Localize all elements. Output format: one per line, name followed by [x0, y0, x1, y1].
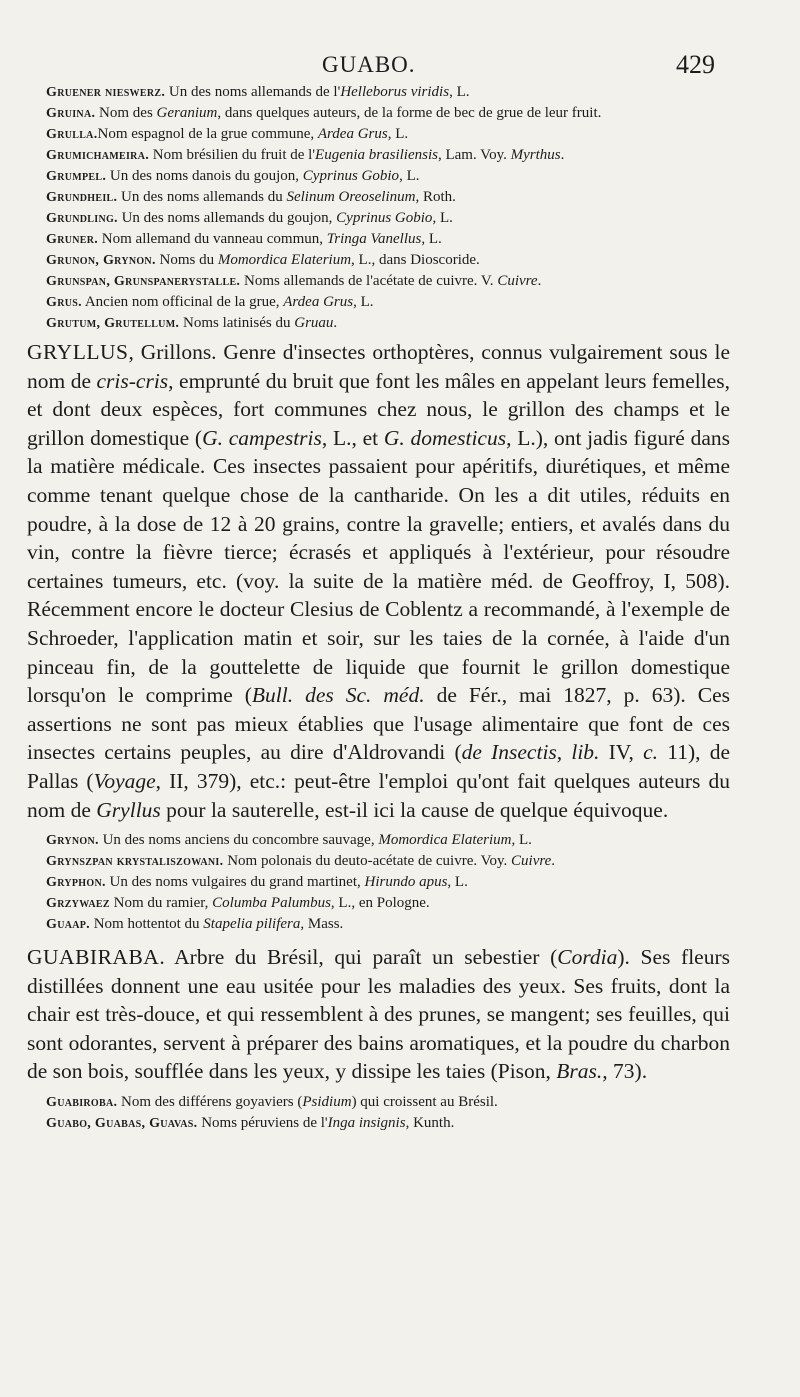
entry-italic: Voyage: [93, 768, 156, 793]
entry-headword: Grzywaez: [46, 896, 110, 912]
short-entry: [0, 103, 800, 124]
running-head: [0, 52, 800, 84]
dictionary-column: [0, 82, 800, 1134]
entry-text: , L.: [449, 84, 470, 100]
entry-text: Un des noms anciens du concombre sauvage,: [98, 832, 379, 849]
entry-italic: Eugenia brasiliensis: [315, 147, 438, 163]
entry-headword: Grynon.: [46, 833, 99, 849]
short-entry: [0, 893, 800, 914]
entry-italic: Momordica Elaterium: [378, 832, 512, 849]
short-entry: [0, 271, 800, 292]
entry-italic: Stapelia pilifera: [203, 916, 301, 933]
entry-italic: Hirundo apus: [364, 874, 448, 891]
entry-italic: Psidium: [302, 1094, 352, 1111]
short-entry: [0, 292, 800, 313]
entry-headword: GRYLLUS: [27, 340, 129, 364]
entry-text: Nom allemand du vanneau commun,: [98, 231, 327, 247]
entry-italic: Momordica Elaterium: [217, 252, 352, 268]
entry-text: Nom brésilien du fruit de l': [149, 147, 316, 163]
short-entry: [0, 145, 800, 166]
short-entry: [0, 208, 800, 229]
entry-headword: Grynszpan krystaliszowani.: [46, 854, 224, 870]
short-entry: [0, 1113, 800, 1134]
short-entry: [0, 187, 800, 208]
entry-headword: Grulla.: [46, 127, 98, 142]
entry-text: , L.: [432, 210, 453, 226]
entry-headword: Guabo, Guabas, Guavas.: [46, 1116, 198, 1132]
page-number: 429: [676, 50, 715, 79]
entry-headword: Grumpel.: [46, 169, 107, 184]
entry-text: , Mass.: [300, 916, 344, 933]
entry-italic: Selinum Oreoselinum: [286, 189, 416, 205]
entry-text: Un des noms allemands de l': [165, 84, 341, 100]
entry-text: , emprunté du bruit que font les mâles en appelant leurs femelles, et dont deux espèces, fort communes chez nous, le grillon des champs et le grillon domestique (: [27, 368, 730, 450]
entry-text: Un des noms allemands du: [117, 189, 287, 205]
entry-text: , II, 379), etc.: peut-être l'emploi qu'ont fait quelques auteurs du nom de: [27, 768, 730, 822]
entry-text: , L., en Pologne.: [330, 895, 430, 912]
entry-text: .: [551, 853, 556, 870]
entry-text: , L., dans Dioscoride.: [351, 252, 480, 268]
entry-text: Un des noms allemands du goujon,: [117, 210, 337, 226]
entry-italic: Gryllus: [96, 797, 161, 822]
entry-text: pour la sauterelle, est-il ici la cause de quelque équivoque.: [160, 797, 669, 822]
short-entries-top: [0, 82, 800, 334]
entry-text: , Kunth.: [405, 1115, 455, 1132]
entry-italic: Cyprinus Gobio: [336, 210, 433, 226]
entry-headword: Gruener nieswerz.: [46, 85, 166, 100]
entry-text: Un des noms vulgaires du grand martinet,: [105, 874, 365, 891]
main-entry-gryllus: [0, 338, 800, 824]
entry-text: Nom espagnol de la grue commune,: [97, 126, 318, 142]
entry-headword: GUABIRABA: [27, 945, 160, 970]
entry-italic: Bull. des Sc. méd.: [251, 683, 425, 708]
short-entries-bottom: [0, 1092, 800, 1134]
entry-italic: Cuivre: [497, 273, 538, 289]
entry-text: Un des noms danois du goujon,: [106, 168, 303, 184]
entry-italic: G. domesticus: [383, 425, 507, 450]
entry-headword: Grunspan, Grunspanerystalle.: [46, 274, 241, 289]
entry-text: ) qui croissent au Brésil.: [351, 1094, 498, 1111]
short-entry: [0, 250, 800, 271]
entry-headword: Grundling.: [46, 211, 118, 226]
entry-italic: Helleborus viridis: [340, 84, 450, 100]
entry-text: Nom hottentot du: [89, 916, 204, 933]
entry-italic: Ardea Grus: [317, 126, 388, 142]
entry-text: Noms péruviens de l': [197, 1115, 328, 1132]
entry-text: Nom polonais du deuto-acétate de cuivre. Voy.: [223, 853, 512, 870]
short-entry: [0, 82, 800, 103]
entry-text: , Lam. Voy.: [437, 147, 511, 163]
entry-italic: Bras.: [556, 1059, 603, 1084]
entry-text: , L.: [387, 126, 409, 142]
entry-text: 11), de Pallas (: [27, 740, 730, 793]
entry-text: ). Ses fleurs distillées donnent une eau usitée pour les maladies des yeux. Ses fruits, dont la chair est très-douce, et qui ressemblent à des prunes, se mangent; ses feuilles, qui sont odorantes, servent à préparer des bains aromatiques, et la poudre du charbon de son bois, soufflée dans les yeux, y dissipe les taies (Pison,: [27, 945, 730, 1084]
entry-italic: Cordia: [557, 945, 618, 970]
entry-headword: Grumichameira.: [46, 148, 150, 163]
entry-text: , Roth.: [415, 189, 456, 205]
entry-text: , L.: [421, 231, 442, 247]
entry-headword: Grundheil.: [46, 190, 118, 205]
entry-italic: Cyprinus Gobio: [302, 168, 400, 184]
entry-text: Noms allemands de l'acétate de cuivre. V.: [240, 273, 498, 289]
entry-text: Noms latinisés du: [179, 315, 295, 331]
entry-headword: Gruner.: [46, 232, 99, 247]
entry-headword: Gryphon.: [46, 875, 106, 891]
entry-italic: Columba Palumbus: [212, 895, 331, 912]
short-entries-middle: [0, 830, 800, 935]
entry-italic: Cuivre: [511, 853, 552, 870]
entry-text: Nom des différens goyaviers (: [117, 1094, 303, 1111]
entry-headword: Guabiroba.: [46, 1095, 118, 1111]
entry-text: , L.: [447, 874, 468, 891]
entry-headword: Gruina.: [46, 106, 96, 121]
short-entry: [0, 830, 800, 851]
entry-text: , L., et: [321, 425, 384, 450]
entry-italic: G. campestris: [202, 425, 322, 450]
short-entry: [0, 166, 800, 187]
entry-text: .: [537, 273, 542, 289]
short-entry: [0, 914, 800, 935]
entry-headword: Grutum, Grutellum.: [46, 316, 180, 331]
running-title: GUABO.: [322, 52, 416, 77]
entry-italic: cris-cris: [96, 368, 169, 393]
entry-text: , 73).: [602, 1059, 648, 1084]
short-entry: [0, 872, 800, 893]
main-entry-guabiraba: [0, 943, 800, 1086]
entry-text: Nom des: [95, 105, 157, 121]
entry-text: .: [560, 147, 565, 163]
entry-text: , dans quelques auteurs, de la forme de bec de grue de leur fruit.: [217, 105, 602, 121]
entry-headword: Grus.: [46, 295, 82, 310]
entry-italic: Geranium: [156, 105, 218, 121]
entry-italic: c.: [643, 740, 659, 765]
entry-text: de Fér., mai 1827, p. 63). Ces assertions ne sont pas mieux établies que l'usage alimentaire que font de ces insectes certains peuples, au dire d'Aldrovandi (: [27, 683, 730, 765]
entry-text: Noms du: [155, 252, 218, 268]
entry-italic: Myrthus: [510, 147, 561, 163]
entry-text: . Arbre du Brésil, qui paraît un sebestier (: [159, 945, 558, 970]
entry-italic: de Insectis, lib.: [461, 740, 600, 765]
entry-text: , L.), ont jadis figuré dans la matière médicale. Ces insectes passaient pour apéritifs, diurétiques, et même comme tenant quelque chose de la cantharide. On les a dit utiles, réduits en poudre, à la dose de 12 à 20 grains, contre la gravelle; entiers, et avalés dans du vin, contre la fièvre tierce; écrasés et appliqués à l'extérieur, pour résoudre certaines tumeurs, etc. (voy. la suite de la matière méd. de Geoffroy, I, 508). Récemment encore le docteur Clesius de Coblentz a recommandé, à l'exemple de Schroeder, l'application matin et soir, sur les taies de la cornée, à l'aide d'un pinceau fin, de la gouttelette de liquide que fournit le grillon domestique lorsqu'on le comprime (: [27, 425, 730, 708]
entry-text: , Grillons. Genre d'insectes orthoptères, connus vulgairement sous le nom de: [27, 340, 730, 393]
short-entry: [0, 1092, 800, 1113]
short-entry: [0, 851, 800, 872]
entry-italic: Inga insignis: [327, 1115, 406, 1132]
entry-text: , L.: [353, 294, 374, 310]
entry-italic: Gruau: [294, 315, 334, 331]
short-entry: [0, 124, 800, 145]
short-entry: [0, 313, 800, 334]
entry-text: IV,: [599, 740, 644, 765]
entry-text: Ancien nom officinal de la grue,: [81, 294, 284, 310]
entry-text: , L.: [511, 832, 532, 849]
entry-headword: Grunon, Grynon.: [46, 253, 156, 268]
entry-text: , L.: [399, 168, 420, 184]
entry-text: Nom du ramier,: [109, 895, 213, 912]
entry-italic: Tringa Vanellus: [326, 231, 422, 247]
entry-headword: Guaap.: [46, 917, 90, 933]
short-entry: [0, 229, 800, 250]
entry-text: .: [333, 315, 338, 331]
entry-italic: Ardea Grus: [283, 294, 354, 310]
